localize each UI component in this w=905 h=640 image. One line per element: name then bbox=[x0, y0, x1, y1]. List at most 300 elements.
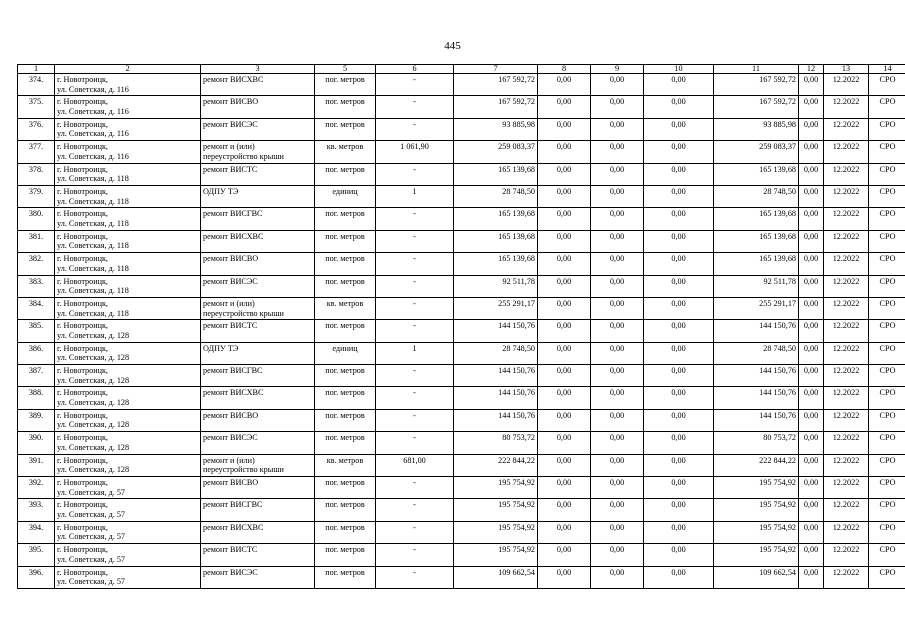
table-row bbox=[18, 342, 905, 364]
col8-value: 0,00 bbox=[538, 74, 591, 96]
col10-value: 0,00 bbox=[644, 544, 714, 566]
unit: пог. метров bbox=[315, 521, 376, 543]
work-type bbox=[201, 320, 315, 342]
column-header-12: 12 bbox=[799, 65, 824, 74]
work-type bbox=[201, 275, 315, 297]
unit: пог. метров bbox=[315, 74, 376, 96]
col8-value: 0,00 bbox=[538, 365, 591, 387]
unit: пог. метров bbox=[315, 566, 376, 588]
quantity: - bbox=[376, 118, 454, 140]
funding-source: СРО bbox=[869, 387, 905, 409]
unit: пог. метров bbox=[315, 365, 376, 387]
address bbox=[55, 230, 201, 252]
col9-value: 0,00 bbox=[591, 141, 644, 163]
address-line: ул. Советская, д. 118 bbox=[57, 263, 129, 273]
funding-source: СРО bbox=[869, 275, 905, 297]
address bbox=[55, 208, 201, 230]
col9-value: 0,00 bbox=[591, 365, 644, 387]
funding-source: СРО bbox=[869, 74, 905, 96]
row-number: 379. bbox=[18, 185, 55, 207]
row-number: 381. bbox=[18, 230, 55, 252]
table-row bbox=[18, 163, 905, 185]
unit: кв. метров bbox=[315, 454, 376, 476]
table-row bbox=[18, 320, 905, 342]
col9-value: 0,00 bbox=[591, 275, 644, 297]
address-line: ул. Советская, д. 128 bbox=[57, 420, 130, 430]
total-cost: 222 844,22 bbox=[454, 454, 538, 476]
col11-value: 92 511,78 bbox=[714, 275, 799, 297]
col10-value: 0,00 bbox=[644, 118, 714, 140]
work-type bbox=[201, 141, 315, 163]
col11-value: 144 150,76 bbox=[714, 409, 799, 431]
funding-source: СРО bbox=[869, 320, 905, 342]
column-header-10: 10 bbox=[644, 65, 714, 74]
col8-value: 0,00 bbox=[538, 208, 591, 230]
table-row bbox=[18, 454, 905, 476]
work-type bbox=[201, 454, 315, 476]
address bbox=[55, 566, 201, 588]
address-line: ул. Советская, д. 57 bbox=[57, 554, 126, 564]
total-cost: 195 754,92 bbox=[454, 521, 538, 543]
col10-value: 0,00 bbox=[644, 185, 714, 207]
work-type-line: ремонт и (или) bbox=[203, 455, 255, 465]
table-row bbox=[18, 499, 905, 521]
address-line: ул. Советская, д. 128 bbox=[57, 375, 130, 385]
address-line: г. Новотроицк, bbox=[57, 231, 108, 241]
completion-date: 12.2022 bbox=[824, 342, 869, 364]
work-type-line: ремонт ВИСЭС bbox=[203, 119, 258, 129]
col12-value: 0,00 bbox=[799, 566, 824, 588]
address-line: г. Новотроицк, bbox=[57, 388, 108, 398]
work-type-line: переустройство крыши bbox=[203, 465, 284, 475]
work-type bbox=[201, 74, 315, 96]
col11-value: 144 150,76 bbox=[714, 365, 799, 387]
funding-source: СРО bbox=[869, 118, 905, 140]
quantity: - bbox=[376, 387, 454, 409]
quantity: - bbox=[376, 297, 454, 319]
address-line: ул. Советская, д. 118 bbox=[57, 218, 129, 228]
row-number: 384. bbox=[18, 297, 55, 319]
column-header-9: 9 bbox=[591, 65, 644, 74]
funding-source: СРО bbox=[869, 230, 905, 252]
col11-value: 109 662,54 bbox=[714, 566, 799, 588]
col10-value: 0,00 bbox=[644, 320, 714, 342]
unit: пог. метров bbox=[315, 230, 376, 252]
col8-value: 0,00 bbox=[538, 253, 591, 275]
unit: пог. метров bbox=[315, 253, 376, 275]
quantity: - bbox=[376, 275, 454, 297]
row-number: 386. bbox=[18, 342, 55, 364]
funding-source: СРО bbox=[869, 185, 905, 207]
funding-source: СРО bbox=[869, 499, 905, 521]
col8-value: 0,00 bbox=[538, 96, 591, 118]
col8-value: 0,00 bbox=[538, 118, 591, 140]
col9-value: 0,00 bbox=[591, 342, 644, 364]
address-line: г. Новотроицк, bbox=[57, 164, 108, 174]
funding-source: СРО bbox=[869, 566, 905, 588]
completion-date: 12.2022 bbox=[824, 118, 869, 140]
repair-schedule-table bbox=[17, 64, 905, 589]
table-row bbox=[18, 544, 905, 566]
row-number: 387. bbox=[18, 365, 55, 387]
col9-value: 0,00 bbox=[591, 96, 644, 118]
col9-value: 0,00 bbox=[591, 208, 644, 230]
col9-value: 0,00 bbox=[591, 74, 644, 96]
address-line: ул. Советская, д. 128 bbox=[57, 398, 130, 408]
unit: кв. метров bbox=[315, 141, 376, 163]
unit: кв. метров bbox=[315, 297, 376, 319]
col10-value: 0,00 bbox=[644, 230, 714, 252]
address-line: г. Новотроицк, bbox=[57, 500, 108, 510]
work-type-line: переустройство крыши bbox=[203, 151, 284, 161]
col10-value: 0,00 bbox=[644, 208, 714, 230]
quantity: 681,00 bbox=[376, 454, 454, 476]
col8-value: 0,00 bbox=[538, 320, 591, 342]
address bbox=[55, 320, 201, 342]
address-line: ул. Советская, д. 128 bbox=[57, 465, 130, 475]
address bbox=[55, 185, 201, 207]
col12-value: 0,00 bbox=[799, 230, 824, 252]
table-row bbox=[18, 118, 905, 140]
address bbox=[55, 521, 201, 543]
address bbox=[55, 275, 201, 297]
col8-value: 0,00 bbox=[538, 409, 591, 431]
completion-date: 12.2022 bbox=[824, 96, 869, 118]
unit: единиц bbox=[315, 185, 376, 207]
work-type-line: ремонт ВИСТС bbox=[203, 164, 258, 174]
unit: пог. метров bbox=[315, 544, 376, 566]
total-cost: 80 753,72 bbox=[454, 432, 538, 454]
address-line: ул. Советская, д. 118 bbox=[57, 286, 129, 296]
col10-value: 0,00 bbox=[644, 387, 714, 409]
total-cost: 109 662,54 bbox=[454, 566, 538, 588]
table-row bbox=[18, 521, 905, 543]
col9-value: 0,00 bbox=[591, 544, 644, 566]
row-number: 376. bbox=[18, 118, 55, 140]
unit: единиц bbox=[315, 342, 376, 364]
funding-source: СРО bbox=[869, 365, 905, 387]
col11-value: 195 754,92 bbox=[714, 499, 799, 521]
col11-value: 195 754,92 bbox=[714, 477, 799, 499]
col12-value: 0,00 bbox=[799, 208, 824, 230]
funding-source: СРО bbox=[869, 208, 905, 230]
col11-value: 165 139,68 bbox=[714, 208, 799, 230]
col11-value: 165 139,68 bbox=[714, 163, 799, 185]
address-line: ул. Советская, д. 118 bbox=[57, 308, 129, 318]
address bbox=[55, 96, 201, 118]
address-line: г. Новотроицк, bbox=[57, 455, 108, 465]
col12-value: 0,00 bbox=[799, 96, 824, 118]
col10-value: 0,00 bbox=[644, 454, 714, 476]
column-number-header bbox=[18, 65, 905, 74]
work-type bbox=[201, 342, 315, 364]
col11-value: 255 291,17 bbox=[714, 297, 799, 319]
row-number: 393. bbox=[18, 499, 55, 521]
col12-value: 0,00 bbox=[799, 275, 824, 297]
address-line: г. Новотроицк, bbox=[57, 276, 108, 286]
table-row bbox=[18, 96, 905, 118]
quantity: - bbox=[376, 432, 454, 454]
col11-value: 195 754,92 bbox=[714, 521, 799, 543]
col9-value: 0,00 bbox=[591, 409, 644, 431]
quantity: - bbox=[376, 163, 454, 185]
total-cost: 165 139,68 bbox=[454, 230, 538, 252]
address-line: ул. Советская, д. 57 bbox=[57, 487, 126, 497]
work-type-line: ремонт ВИСВО bbox=[203, 254, 259, 264]
col10-value: 0,00 bbox=[644, 253, 714, 275]
funding-source: СРО bbox=[869, 454, 905, 476]
row-number: 389. bbox=[18, 409, 55, 431]
address-line: г. Новотроицк, bbox=[57, 545, 108, 555]
address-line: г. Новотроицк, bbox=[57, 321, 108, 331]
completion-date: 12.2022 bbox=[824, 387, 869, 409]
total-cost: 144 150,76 bbox=[454, 409, 538, 431]
table-row bbox=[18, 297, 905, 319]
work-type-line: ремонт ВИСХВС bbox=[203, 522, 264, 532]
col9-value: 0,00 bbox=[591, 297, 644, 319]
unit: пог. метров bbox=[315, 409, 376, 431]
address bbox=[55, 74, 201, 96]
address-line: г. Новотроицк, bbox=[57, 254, 108, 264]
row-number: 382. bbox=[18, 253, 55, 275]
column-header-5: 5 bbox=[315, 65, 376, 74]
row-number: 380. bbox=[18, 208, 55, 230]
table-row bbox=[18, 185, 905, 207]
address bbox=[55, 163, 201, 185]
col8-value: 0,00 bbox=[538, 454, 591, 476]
address-line: ул. Советская, д. 128 bbox=[57, 330, 130, 340]
funding-source: СРО bbox=[869, 409, 905, 431]
work-type bbox=[201, 521, 315, 543]
row-number: 390. bbox=[18, 432, 55, 454]
row-number: 378. bbox=[18, 163, 55, 185]
col8-value: 0,00 bbox=[538, 432, 591, 454]
work-type-line: ОДПУ ТЭ bbox=[203, 186, 239, 196]
col10-value: 0,00 bbox=[644, 275, 714, 297]
col12-value: 0,00 bbox=[799, 521, 824, 543]
work-type bbox=[201, 544, 315, 566]
address bbox=[55, 432, 201, 454]
address-line: г. Новотроицк, bbox=[57, 567, 108, 577]
col9-value: 0,00 bbox=[591, 454, 644, 476]
quantity: - bbox=[376, 320, 454, 342]
col12-value: 0,00 bbox=[799, 185, 824, 207]
address-line: ул. Советская, д. 116 bbox=[57, 129, 129, 139]
col9-value: 0,00 bbox=[591, 566, 644, 588]
col9-value: 0,00 bbox=[591, 253, 644, 275]
funding-source: СРО bbox=[869, 253, 905, 275]
address-line: г. Новотроицк, bbox=[57, 298, 108, 308]
work-type bbox=[201, 297, 315, 319]
table-row bbox=[18, 141, 905, 163]
col10-value: 0,00 bbox=[644, 365, 714, 387]
address-line: ул. Советская, д. 118 bbox=[57, 174, 129, 184]
total-cost: 28 748,50 bbox=[454, 185, 538, 207]
completion-date: 12.2022 bbox=[824, 297, 869, 319]
work-type-line: переустройство крыши bbox=[203, 308, 284, 318]
quantity: - bbox=[376, 365, 454, 387]
col10-value: 0,00 bbox=[644, 499, 714, 521]
work-type bbox=[201, 499, 315, 521]
table-row bbox=[18, 409, 905, 431]
completion-date: 12.2022 bbox=[824, 320, 869, 342]
total-cost: 167 592,72 bbox=[454, 74, 538, 96]
work-type bbox=[201, 185, 315, 207]
row-number: 374. bbox=[18, 74, 55, 96]
col10-value: 0,00 bbox=[644, 432, 714, 454]
work-type-line: ремонт ВИСГВС bbox=[203, 500, 263, 510]
table-row bbox=[18, 387, 905, 409]
address-line: г. Новотроицк, bbox=[57, 522, 108, 532]
address-line: ул. Советская, д. 116 bbox=[57, 84, 129, 94]
work-type bbox=[201, 387, 315, 409]
quantity: - bbox=[376, 544, 454, 566]
address-line: г. Новотроицк, bbox=[57, 478, 108, 488]
total-cost: 259 083,37 bbox=[454, 141, 538, 163]
quantity: - bbox=[376, 409, 454, 431]
col9-value: 0,00 bbox=[591, 320, 644, 342]
total-cost: 167 592,72 bbox=[454, 96, 538, 118]
work-type-line: ремонт ВИСЭС bbox=[203, 567, 258, 577]
address-line: ул. Советская, д. 128 bbox=[57, 442, 130, 452]
address-line: ул. Советская, д. 128 bbox=[57, 353, 130, 363]
col8-value: 0,00 bbox=[538, 141, 591, 163]
column-header-13: 13 bbox=[824, 65, 869, 74]
total-cost: 195 754,92 bbox=[454, 544, 538, 566]
unit: пог. метров bbox=[315, 208, 376, 230]
table-row bbox=[18, 230, 905, 252]
total-cost: 144 150,76 bbox=[454, 320, 538, 342]
total-cost: 255 291,17 bbox=[454, 297, 538, 319]
unit: пог. метров bbox=[315, 163, 376, 185]
col9-value: 0,00 bbox=[591, 499, 644, 521]
col10-value: 0,00 bbox=[644, 74, 714, 96]
completion-date: 12.2022 bbox=[824, 521, 869, 543]
work-type-line: ремонт ВИСТС bbox=[203, 321, 258, 331]
completion-date: 12.2022 bbox=[824, 454, 869, 476]
work-type-line: ремонт ВИСВО bbox=[203, 97, 259, 107]
quantity: - bbox=[376, 253, 454, 275]
work-type bbox=[201, 253, 315, 275]
col12-value: 0,00 bbox=[799, 118, 824, 140]
col11-value: 165 139,68 bbox=[714, 253, 799, 275]
table-row bbox=[18, 477, 905, 499]
unit: пог. метров bbox=[315, 96, 376, 118]
col11-value: 167 592,72 bbox=[714, 96, 799, 118]
completion-date: 12.2022 bbox=[824, 432, 869, 454]
funding-source: СРО bbox=[869, 141, 905, 163]
funding-source: СРО bbox=[869, 163, 905, 185]
total-cost: 195 754,92 bbox=[454, 477, 538, 499]
total-cost: 195 754,92 bbox=[454, 499, 538, 521]
funding-source: СРО bbox=[869, 544, 905, 566]
address bbox=[55, 141, 201, 163]
col11-value: 167 592,72 bbox=[714, 74, 799, 96]
column-header-7: 7 bbox=[454, 65, 538, 74]
total-cost: 165 139,68 bbox=[454, 253, 538, 275]
funding-source: СРО bbox=[869, 432, 905, 454]
row-number: 396. bbox=[18, 566, 55, 588]
col8-value: 0,00 bbox=[538, 499, 591, 521]
col12-value: 0,00 bbox=[799, 74, 824, 96]
col12-value: 0,00 bbox=[799, 365, 824, 387]
address-line: г. Новотроицк, bbox=[57, 410, 108, 420]
quantity: 1 bbox=[376, 185, 454, 207]
col11-value: 259 083,37 bbox=[714, 141, 799, 163]
col10-value: 0,00 bbox=[644, 409, 714, 431]
row-number: 394. bbox=[18, 521, 55, 543]
address-line: г. Новотроицк, bbox=[57, 119, 108, 129]
work-type bbox=[201, 566, 315, 588]
address-line: ул. Советская, д. 118 bbox=[57, 241, 129, 251]
completion-date: 12.2022 bbox=[824, 163, 869, 185]
col10-value: 0,00 bbox=[644, 141, 714, 163]
completion-date: 12.2022 bbox=[824, 477, 869, 499]
address bbox=[55, 118, 201, 140]
col11-value: 80 753,72 bbox=[714, 432, 799, 454]
completion-date: 12.2022 bbox=[824, 208, 869, 230]
funding-source: СРО bbox=[869, 297, 905, 319]
col12-value: 0,00 bbox=[799, 163, 824, 185]
col9-value: 0,00 bbox=[591, 477, 644, 499]
work-type-line: ремонт ВИСЭС bbox=[203, 433, 258, 443]
total-cost: 92 511,78 bbox=[454, 275, 538, 297]
row-number: 383. bbox=[18, 275, 55, 297]
column-header-2: 2 bbox=[55, 65, 201, 74]
work-type bbox=[201, 477, 315, 499]
table-row bbox=[18, 74, 905, 96]
quantity: - bbox=[376, 96, 454, 118]
work-type-line: ремонт и (или) bbox=[203, 298, 255, 308]
address bbox=[55, 477, 201, 499]
unit: пог. метров bbox=[315, 477, 376, 499]
unit: пог. метров bbox=[315, 387, 376, 409]
col12-value: 0,00 bbox=[799, 544, 824, 566]
address-line: г. Новотроицк, bbox=[57, 186, 108, 196]
completion-date: 12.2022 bbox=[824, 141, 869, 163]
address-line: ул. Советская, д. 116 bbox=[57, 106, 129, 116]
row-number: 388. bbox=[18, 387, 55, 409]
col8-value: 0,00 bbox=[538, 521, 591, 543]
col10-value: 0,00 bbox=[644, 96, 714, 118]
total-cost: 28 748,50 bbox=[454, 342, 538, 364]
col9-value: 0,00 bbox=[591, 387, 644, 409]
col8-value: 0,00 bbox=[538, 230, 591, 252]
address-line: г. Новотроицк, bbox=[57, 142, 108, 152]
col12-value: 0,00 bbox=[799, 432, 824, 454]
total-cost: 144 150,76 bbox=[454, 365, 538, 387]
work-type-line: ремонт ВИСХВС bbox=[203, 231, 264, 241]
work-type-line: ремонт ВИСТС bbox=[203, 545, 258, 555]
row-number: 395. bbox=[18, 544, 55, 566]
quantity: - bbox=[376, 230, 454, 252]
col8-value: 0,00 bbox=[538, 163, 591, 185]
col9-value: 0,00 bbox=[591, 230, 644, 252]
col12-value: 0,00 bbox=[799, 387, 824, 409]
column-header-3: 3 bbox=[201, 65, 315, 74]
quantity: 1 061,90 bbox=[376, 141, 454, 163]
row-number: 392. bbox=[18, 477, 55, 499]
address-line: ул. Советская, д. 118 bbox=[57, 196, 129, 206]
table-row bbox=[18, 365, 905, 387]
row-number: 375. bbox=[18, 96, 55, 118]
col8-value: 0,00 bbox=[538, 185, 591, 207]
col12-value: 0,00 bbox=[799, 141, 824, 163]
table-row bbox=[18, 208, 905, 230]
work-type-line: ремонт ВИСВО bbox=[203, 410, 259, 420]
address-line: г. Новотроицк, bbox=[57, 433, 108, 443]
total-cost: 144 150,76 bbox=[454, 387, 538, 409]
